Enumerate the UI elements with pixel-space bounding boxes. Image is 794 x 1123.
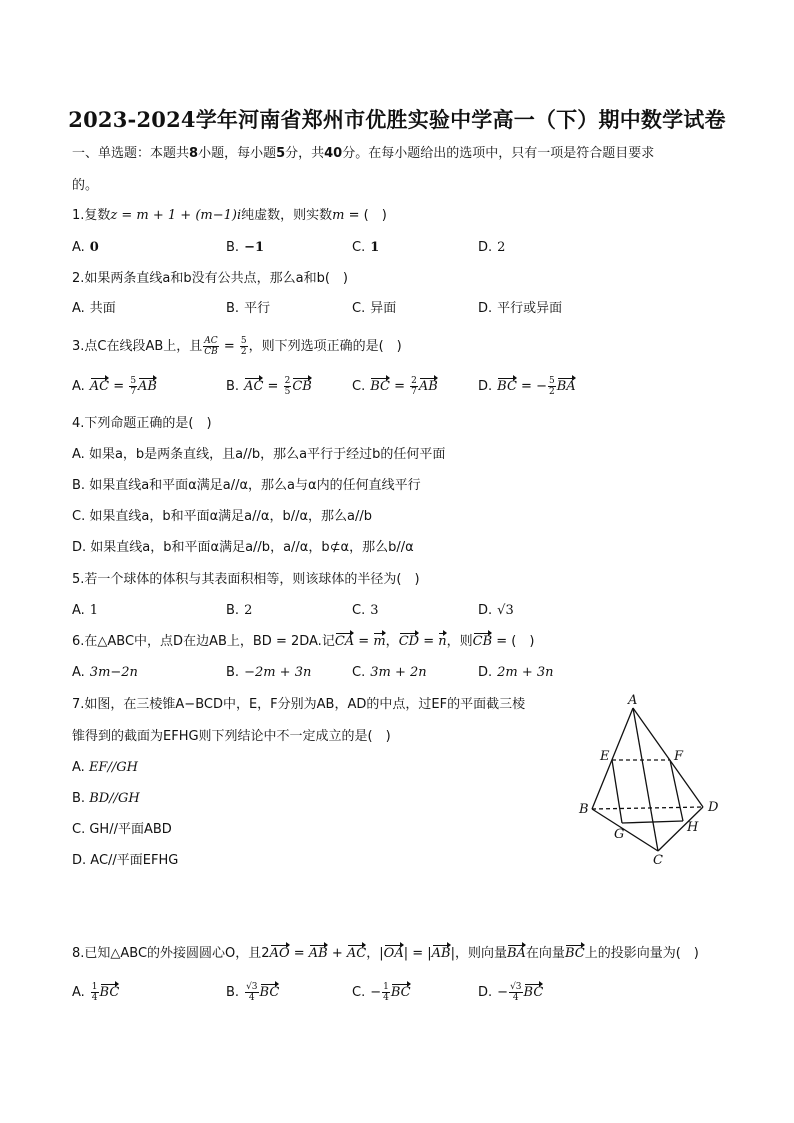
label-g: G (614, 827, 625, 842)
label-b: B (579, 802, 589, 817)
q1-option-c[interactable]: C. 1 (352, 240, 380, 255)
q8-option-c[interactable]: C. − $\frac{1}{4}$ BC (352, 982, 411, 1003)
q1-option-b[interactable]: B. −1 (226, 240, 265, 255)
q3-option-d[interactable]: D. BC = − $\frac{5}{2}$ BA (478, 376, 576, 397)
section-header: 一、单选题：本题共8小题，每小题5分，共40分。在每小题给出的选项中，只有一项是符合题目要求 (72, 146, 655, 161)
q5-option-b[interactable]: B. 2 (226, 603, 253, 618)
question-3-stem: 3.点C在线段AB上，且 $\frac{AC}{CB}$ = $\frac{5}{2}$ ，则下列选项正确的是( ) (72, 336, 402, 357)
q2-option-b[interactable]: B. 平行 (226, 301, 271, 316)
question-7-stem-line2: 锥得到的截面为EFHG则下列结论中不一定成立的是( ) (72, 729, 391, 744)
tetrahedron-figure (570, 690, 730, 870)
question-6-stem: 6.在△ABC中，点D在边AB上，BD = 2DA.记CA = m，CD = n，则CB = ( ) (72, 634, 535, 649)
q7-option-d[interactable]: D. AC//平面EFHG (72, 853, 179, 868)
edge-ac (633, 708, 658, 851)
label-e: E (600, 749, 610, 764)
q8-option-a[interactable]: A. $\frac{1}{4}$ BC (72, 982, 120, 1003)
q6-option-a[interactable]: A. 3m−2n (72, 665, 138, 680)
q1-option-a[interactable]: A. 0 (72, 240, 99, 255)
q8-option-d[interactable]: D. − $\frac{√3}{4}$ BC (478, 982, 544, 1003)
q2-option-d[interactable]: D. 平行或异面 (478, 301, 563, 316)
q2-option-c[interactable]: C. 异面 (352, 301, 397, 316)
label-h: H (687, 820, 699, 835)
q3-option-b[interactable]: B. AC = $\frac{2}{5}$ CB (226, 376, 312, 397)
section-header-cont: 的。 (72, 178, 99, 193)
q8-option-b[interactable]: B. $\frac{√3}{4}$ BC (226, 982, 280, 1003)
q2-option-a[interactable]: A. 共面 (72, 301, 116, 316)
q6-option-b[interactable]: B. −2m + 3n (226, 665, 312, 680)
q6-option-c[interactable]: C. 3m + 2n (352, 665, 427, 680)
label-a: A (628, 693, 638, 708)
question-8-stem: 8.已知△ABC的外接圆圆心O，且2AO = AB + AC，|OA| = |AB|，则向量BA在向量BC上的投影向量为( ) (72, 946, 699, 961)
q1-option-d[interactable]: D. 2 (478, 240, 506, 255)
label-d: D (708, 800, 719, 815)
edge-eg (612, 760, 622, 823)
q4-option-a[interactable]: A. 如果a，b是两条直线，且a//b，那么a平行于经过b的任何平面 (72, 447, 446, 462)
label-f: F (674, 749, 684, 764)
label-c: C (653, 853, 663, 868)
q4-option-b[interactable]: B. 如果直线a和平面α满足a//α，那么a与α内的任何直线平行 (72, 478, 421, 493)
q3-option-c[interactable]: C. BC = $\frac{2}{7}$ AB (352, 376, 438, 397)
q7-option-a[interactable]: A. EF//GH (72, 760, 138, 775)
question-5-stem: 5.若一个球体的体积与其表面积相等，则该球体的半径为( ) (72, 572, 420, 587)
q5-option-c[interactable]: C. 3 (352, 603, 379, 618)
exam-title: 2023-2024学年河南省郑州市优胜实验中学高一（下）期中数学试卷 (68, 107, 726, 132)
question-2-stem: 2.如果两条直线a和b没有公共点，那么a和b( ) (72, 271, 348, 286)
q7-option-c[interactable]: C. GH//平面ABD (72, 822, 172, 837)
q3-option-a[interactable]: A. AC = $\frac{5}{7}$ AB (72, 376, 157, 397)
question-7-stem-line1: 7.如图，在三棱锥A−BCD中，E，F分别为AB，AD的中点，过EF的平面截三棱 (72, 697, 526, 712)
edge-ab (592, 708, 633, 809)
q7-option-b[interactable]: B. BD//GH (72, 791, 140, 806)
q4-option-c[interactable]: C. 如果直线a，b和平面α满足a//α，b//α，那么a//b (72, 509, 373, 524)
edge-bc (592, 809, 658, 851)
q5-option-d[interactable]: D. √3 (478, 603, 514, 618)
edge-bd (592, 807, 703, 809)
q4-option-d[interactable]: D. 如果直线a，b和平面α满足a//b，a//α，b⊄α，那么b//α (72, 540, 414, 555)
question-1-stem: 1.复数z = m + 1 + (m−1)i纯虚数，则实数m = ( ) (72, 208, 387, 223)
q6-option-d[interactable]: D. 2m + 3n (478, 665, 554, 680)
question-4-stem: 4.下列命题正确的是( ) (72, 416, 212, 431)
edge-ad (633, 708, 703, 807)
q5-option-a[interactable]: A. 1 (72, 603, 99, 618)
